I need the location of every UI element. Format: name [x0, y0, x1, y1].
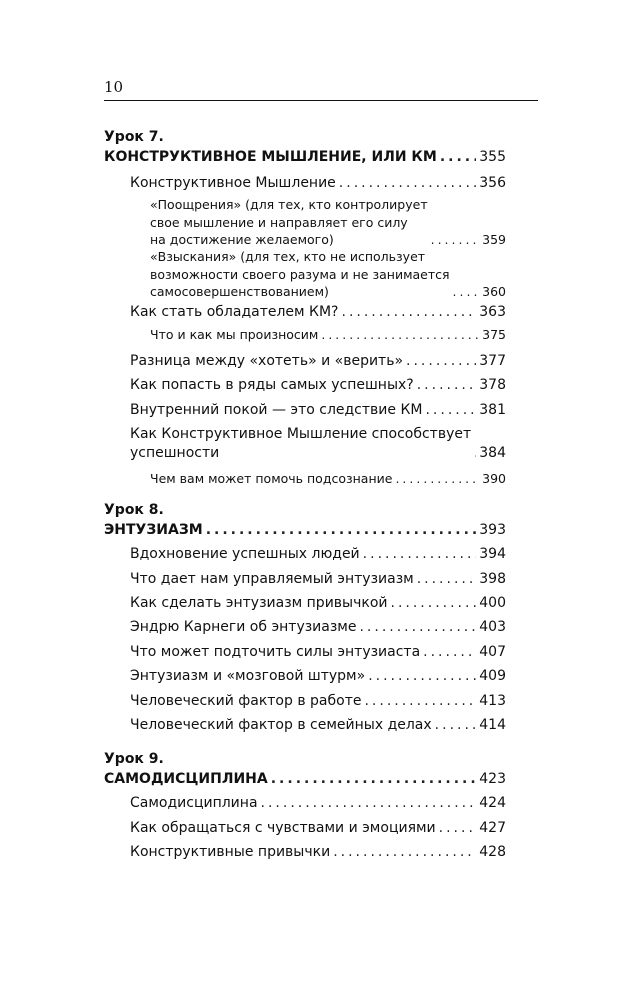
entry-title: Человеческий фактор в семейных делах	[130, 717, 432, 733]
entry-page-number: 356	[479, 175, 506, 191]
entry-title: Конструктивное Мышление	[130, 175, 336, 191]
lesson-label: Урок 9.	[104, 751, 164, 767]
entry-title: Как попасть в ряды самых успешных?	[130, 377, 414, 393]
lesson-8	[104, 501, 506, 733]
toc-entry[interactable]	[104, 352, 506, 371]
page-number: 10	[104, 78, 124, 96]
entry-page-number: 413	[479, 693, 506, 709]
toc-entry[interactable]	[104, 843, 506, 862]
dot-leader	[261, 794, 477, 813]
dot-leader	[321, 326, 479, 344]
dot-leader	[423, 643, 476, 662]
entry-page-number: 409	[479, 668, 506, 684]
entry-title: «Поощрения» (для тех, кто контролирует свое мышление и направляет его силу на достижение желаемого)	[150, 197, 428, 247]
dot-leader	[431, 231, 480, 249]
dot-leader	[417, 376, 477, 395]
entry-page-number: 393	[479, 522, 506, 538]
entry-title: Внутренний покой — это следствие КМ	[130, 402, 423, 418]
toc-entry[interactable]	[104, 594, 506, 613]
dot-leader	[363, 545, 477, 564]
chapter-title-entry[interactable]	[104, 770, 506, 789]
entry-page-number: 390	[482, 471, 506, 486]
dot-leader	[474, 444, 476, 463]
entry-title: КОНСТРУКТИВНОЕ МЫШЛЕНИЕ, ИЛИ КМ	[104, 149, 437, 165]
dot-leader	[440, 148, 476, 167]
lesson-label: Урок 7.	[104, 129, 164, 145]
entry-page-number: 407	[479, 644, 506, 660]
entry-page-number: 427	[479, 820, 506, 836]
entry-title: Как сделать энтузиазм привычкой	[130, 595, 388, 611]
toc-entry[interactable]	[104, 376, 506, 395]
entry-page-number: 381	[479, 402, 506, 418]
toc-entry[interactable]	[104, 819, 506, 838]
entry-page-number: 378	[479, 377, 506, 393]
entry-title: Человеческий фактор в работе	[130, 693, 362, 709]
toc-entry[interactable]	[104, 196, 506, 249]
entry-page-number: 398	[479, 571, 506, 587]
entry-page-number: 400	[479, 595, 506, 611]
entry-title: Энтузиазм и «мозговой штурм»	[130, 668, 366, 684]
dot-leader	[406, 352, 476, 371]
entry-title: Как стать обладателем КМ?	[130, 304, 339, 320]
dot-leader	[364, 692, 476, 711]
dot-leader	[395, 470, 479, 488]
entry-title: Эндрю Карнеги об энтузиазме	[130, 619, 357, 635]
entry-page-number: 384	[479, 445, 506, 461]
lesson-9	[104, 750, 506, 860]
entry-title: Самодисциплина	[130, 795, 258, 811]
toc-entry[interactable]	[104, 692, 506, 711]
toc-entry[interactable]	[104, 248, 506, 301]
dot-leader	[453, 283, 480, 301]
entry-page-number: 355	[479, 149, 506, 165]
entry-page-number: 377	[479, 353, 506, 369]
lesson-label: Урок 8.	[104, 502, 164, 518]
dot-leader	[439, 819, 477, 838]
toc-entry[interactable]	[104, 794, 506, 813]
entry-title: Конструктивные привычки	[130, 844, 331, 860]
entry-title: Что и как мы произносим	[150, 327, 319, 342]
dot-leader	[417, 570, 477, 589]
dot-leader	[271, 770, 477, 789]
chapter-title-entry[interactable]	[104, 148, 506, 167]
entry-page-number: 428	[479, 844, 506, 860]
entry-title: «Взыскания» (для тех, кто не использует возможности своего разума и не занимается самосовершенствованием)	[150, 249, 450, 299]
entry-title: Что может подточить силы энтузиаста	[130, 644, 421, 660]
entry-page-number: 424	[479, 795, 506, 811]
toc-entry[interactable]	[104, 326, 506, 344]
entry-page-number: 363	[479, 304, 506, 320]
entry-title: Как обращаться с чувствами и эмоциями	[130, 820, 436, 836]
entry-page-number: 394	[479, 546, 506, 562]
entry-title: ЭНТУЗИАЗМ	[104, 522, 203, 538]
entry-page-number: 414	[479, 717, 506, 733]
header-rule	[104, 100, 538, 101]
entry-title: САМОДИСЦИПЛИНА	[104, 771, 268, 787]
toc-entry[interactable]	[104, 618, 506, 637]
toc-entry[interactable]	[104, 545, 506, 564]
toc-entry[interactable]	[104, 174, 506, 193]
entry-page-number: 359	[482, 232, 506, 247]
dot-leader	[333, 843, 476, 862]
entry-title: Чем вам может помочь подсознание	[150, 471, 393, 486]
dot-leader	[368, 667, 476, 686]
dot-leader	[391, 594, 477, 613]
toc-entry[interactable]	[104, 425, 506, 463]
lesson-7	[104, 128, 506, 486]
entry-page-number: 375	[482, 327, 506, 342]
toc-entry[interactable]	[104, 470, 506, 488]
dot-leader	[342, 303, 477, 322]
dot-leader	[359, 618, 476, 637]
dot-leader	[425, 401, 476, 420]
chapter-title-entry[interactable]	[104, 521, 506, 540]
entry-page-number: 360	[482, 284, 506, 299]
dot-leader	[339, 174, 476, 193]
entry-title: Как Конструктивное Мышление способствует успешности	[130, 426, 472, 461]
toc-entry[interactable]	[104, 401, 506, 420]
dot-leader	[206, 521, 477, 540]
toc-entry[interactable]	[104, 667, 506, 686]
entry-title: Что дает нам управляемый энтузиазм	[130, 571, 414, 587]
dot-leader	[435, 716, 477, 735]
entry-title: Вдохновение успешных людей	[130, 546, 360, 562]
toc-entry[interactable]	[104, 303, 506, 322]
entry-title: Разница между «хотеть» и «верить»	[130, 353, 404, 369]
toc-entry[interactable]	[104, 716, 506, 735]
toc-entry[interactable]	[104, 570, 506, 589]
toc-entry[interactable]	[104, 643, 506, 662]
entry-page-number: 403	[479, 619, 506, 635]
entry-page-number: 423	[479, 771, 506, 787]
